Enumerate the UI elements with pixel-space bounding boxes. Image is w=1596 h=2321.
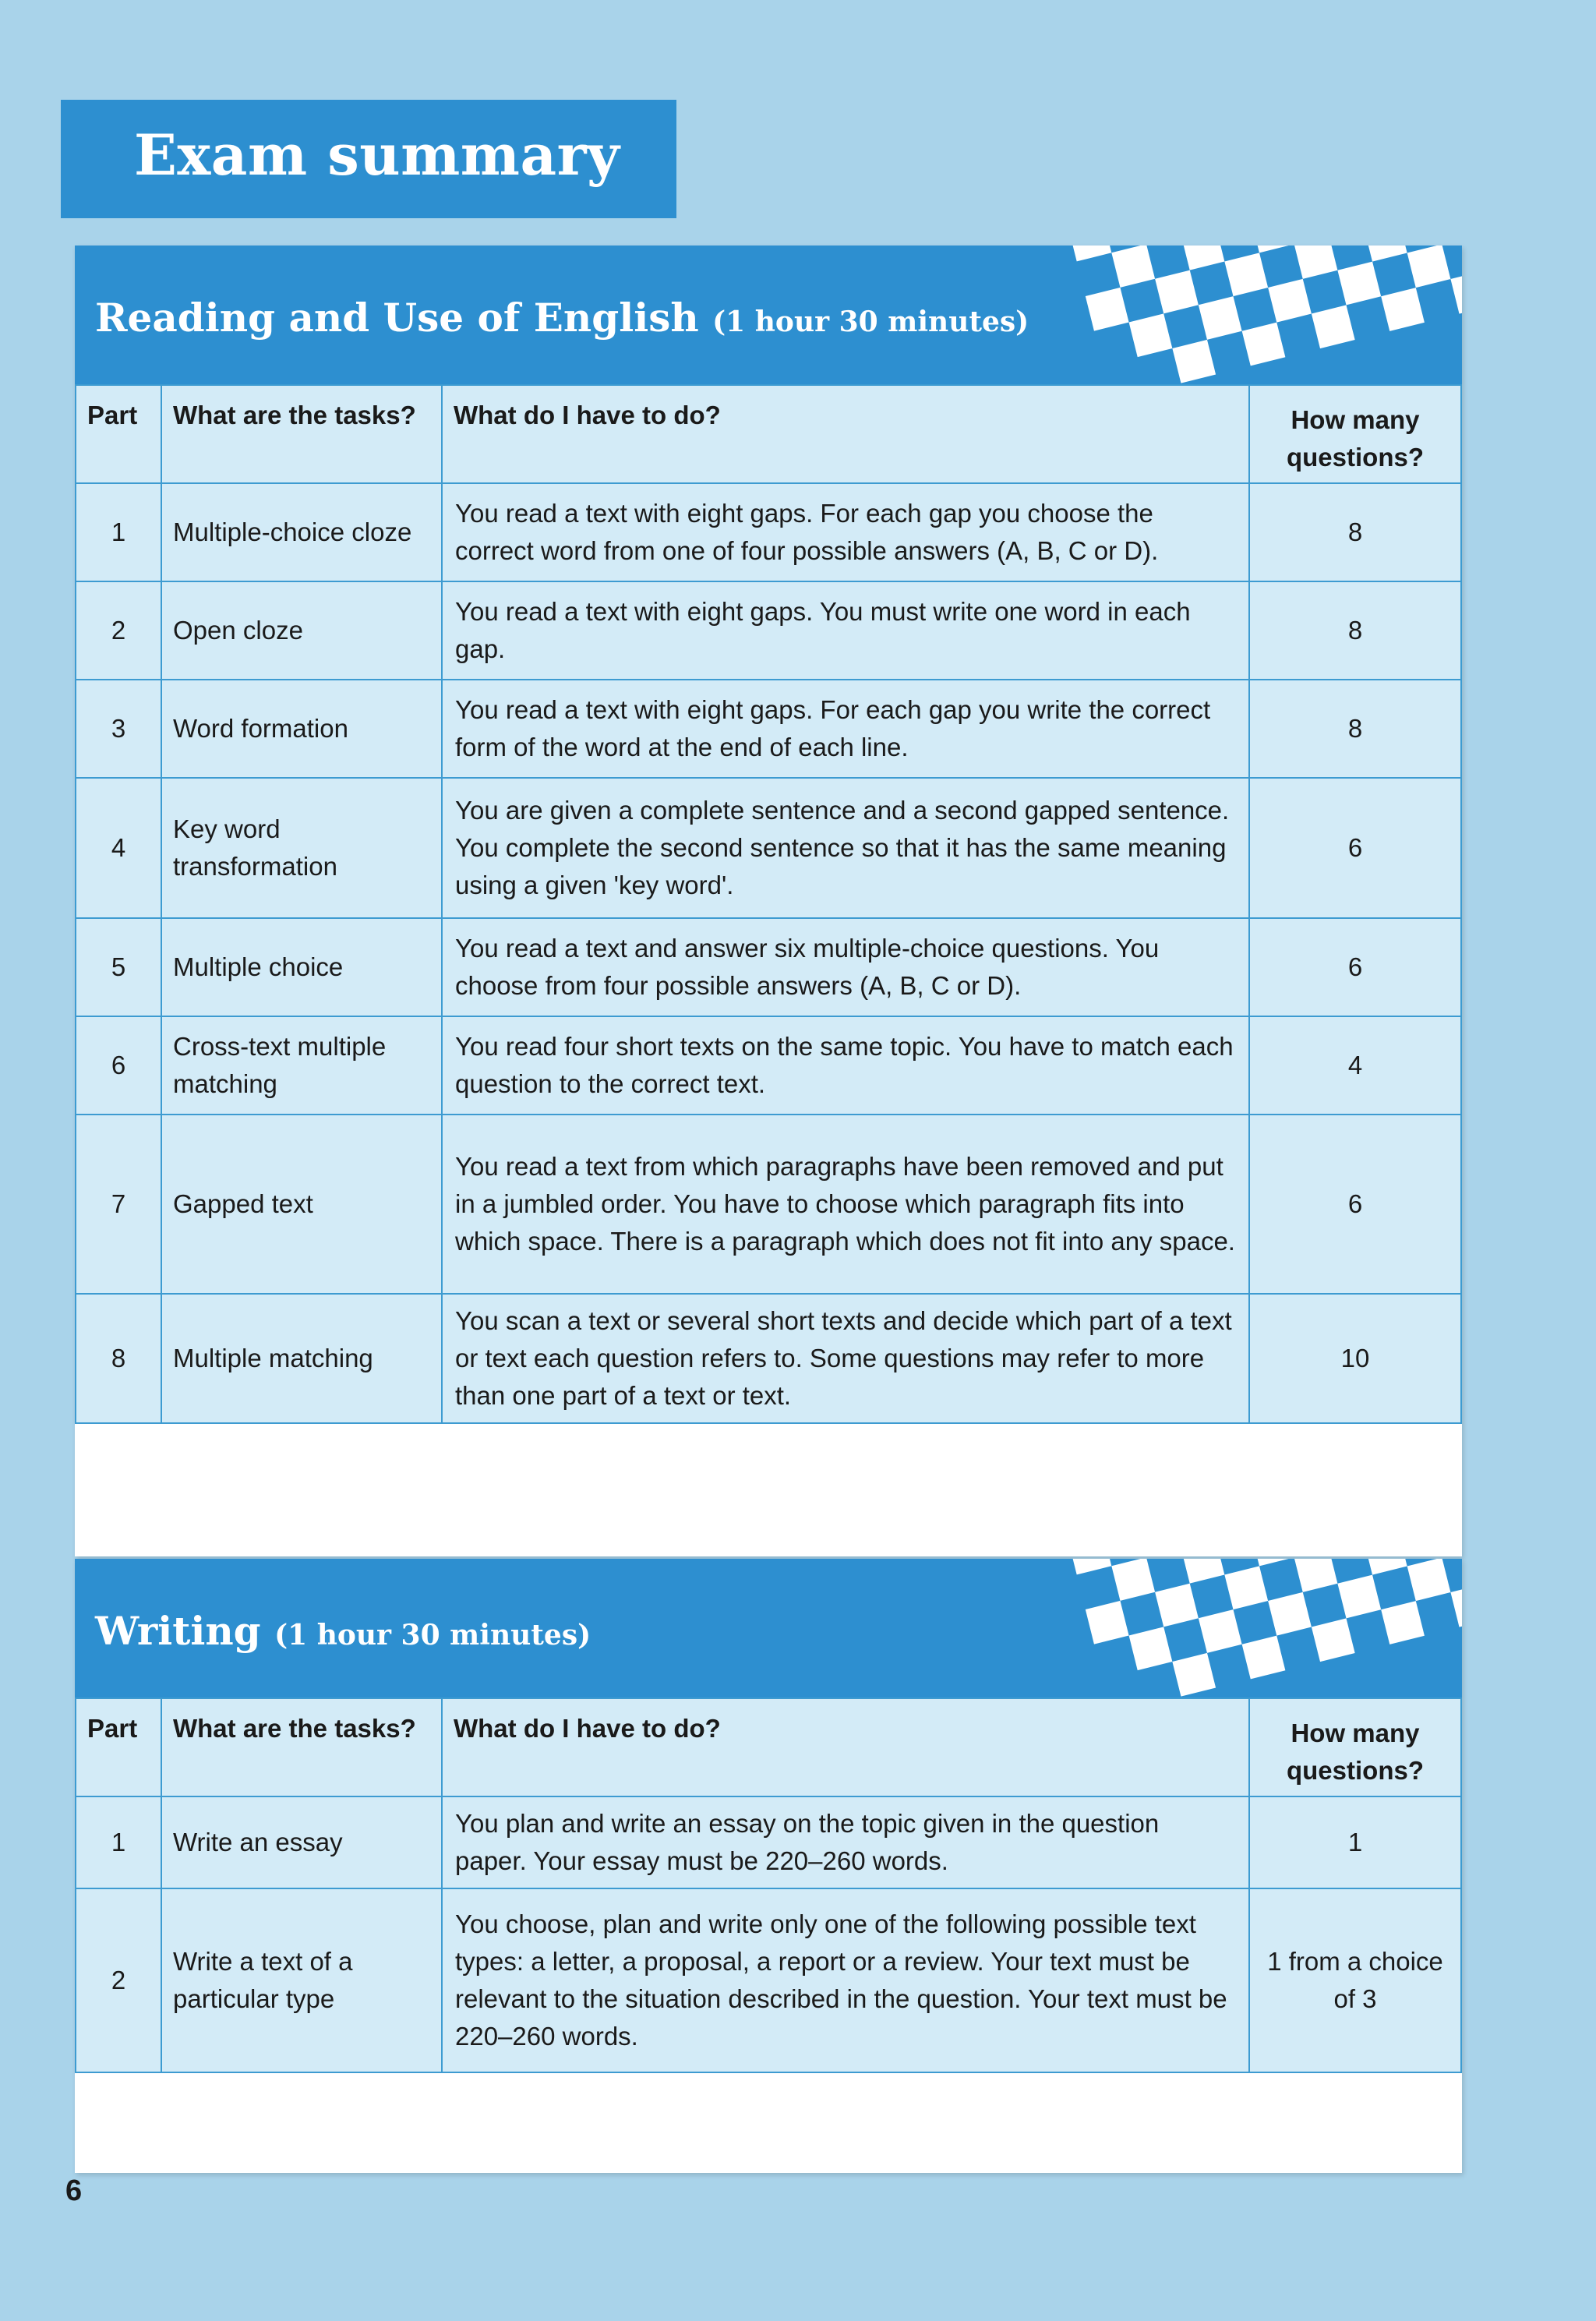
col-tasks: What are the tasks? (161, 385, 442, 483)
part-number: 7 (76, 1115, 161, 1294)
section-footer-space (75, 2073, 1462, 2173)
table-row (76, 1294, 1461, 1423)
col-todo: What do I have to do? (442, 385, 1249, 483)
question-count: 6 (1249, 778, 1461, 918)
writing-section (75, 1559, 1462, 2173)
task-name: Gapped text (161, 1115, 442, 1294)
part-number: 6 (76, 1016, 161, 1115)
reading-title-text: Reading and Use of English (95, 295, 699, 341)
task-name: Key word transformation (161, 778, 442, 918)
reading-header (75, 246, 1462, 384)
part-number: 2 (76, 1888, 161, 2072)
section-footer-space (75, 1424, 1462, 1556)
question-count: 4 (1249, 1016, 1461, 1115)
reading-section (75, 246, 1462, 1556)
task-name: Write a text of a particular type (161, 1888, 442, 2072)
col-todo: What do I have to do? (442, 1698, 1249, 1796)
part-number: 1 (76, 1796, 161, 1888)
table-row (76, 778, 1461, 918)
task-description: You read a text with eight gaps. For each gap you choose the correct word from one of four possible answers (A, B, C or D). (442, 483, 1249, 581)
table-row (76, 1016, 1461, 1115)
reading-table (75, 384, 1462, 1424)
writing-title-text: Writing (95, 1608, 261, 1654)
table-row (76, 680, 1461, 778)
task-description: You plan and write an essay on the topic given in the question paper. Your essay must be 220–260 words. (442, 1796, 1249, 1888)
question-count: 8 (1249, 483, 1461, 581)
part-number: 1 (76, 483, 161, 581)
table-row (76, 1115, 1461, 1294)
task-description: You read a text with eight gaps. For each gap you write the correct form of the word at the end of each line. (442, 680, 1249, 778)
task-description: You scan a text or several short texts and decide which part of a text or text each question refers to. Some questions may refer to more than one part of a text or text. (442, 1294, 1249, 1423)
col-questions: How many questions? (1249, 1698, 1461, 1796)
task-description: You choose, plan and write only one of the following possible text types: a letter, a proposal, a report or a review. Your text must be relevant to the situation described in the question. Your text must be 220–260 words. (442, 1888, 1249, 2072)
col-tasks: What are the tasks? (161, 1698, 442, 1796)
part-number: 2 (76, 581, 161, 680)
writing-title (95, 1608, 591, 1654)
table-row (76, 1888, 1461, 2072)
page-number: 6 (65, 2174, 83, 2207)
reading-duration: (1 hour 30 minutes) (712, 306, 1029, 338)
part-number: 3 (76, 680, 161, 778)
question-count: 6 (1249, 918, 1461, 1016)
part-number: 4 (76, 778, 161, 918)
question-count: 8 (1249, 680, 1461, 778)
col-questions: How many questions? (1249, 385, 1461, 483)
question-count: 10 (1249, 1294, 1461, 1423)
writing-duration: (1 hour 30 minutes) (274, 1619, 591, 1652)
part-number: 5 (76, 918, 161, 1016)
task-description: You read a text from which paragraphs have been removed and put in a jumbled order. You have to choose which paragraph fits into which space. There is a paragraph which does not fit into any space. (442, 1115, 1249, 1294)
task-name: Multiple-choice cloze (161, 483, 442, 581)
task-name: Write an essay (161, 1796, 442, 1888)
question-count: 8 (1249, 581, 1461, 680)
writing-header (75, 1559, 1462, 1697)
table-header-row (76, 385, 1461, 483)
task-name: Cross-text multiple matching (161, 1016, 442, 1115)
table-header-row (76, 1698, 1461, 1796)
question-count: 1 from a choice of 3 (1249, 1888, 1461, 2072)
task-name: Word formation (161, 680, 442, 778)
question-count: 6 (1249, 1115, 1461, 1294)
task-description: You read four short texts on the same topic. You have to match each question to the correct text. (442, 1016, 1249, 1115)
checker-pattern (1026, 1559, 1462, 1697)
table-row (76, 483, 1461, 581)
table-row (76, 581, 1461, 680)
task-description: You read a text and answer six multiple-choice questions. You choose from four possible answers (A, B, C or D). (442, 918, 1249, 1016)
col-part: Part (76, 385, 161, 483)
question-count: 1 (1249, 1796, 1461, 1888)
task-name: Multiple choice (161, 918, 442, 1016)
task-description: You read a text with eight gaps. You must write one word in each gap. (442, 581, 1249, 680)
table-row (76, 1796, 1461, 1888)
table-row (76, 918, 1461, 1016)
writing-table (75, 1697, 1462, 2073)
task-name: Multiple matching (161, 1294, 442, 1423)
checker-pattern (1026, 246, 1462, 384)
col-part: Part (76, 1698, 161, 1796)
task-name: Open cloze (161, 581, 442, 680)
reading-title (95, 295, 1029, 341)
task-description: You are given a complete sentence and a second gapped sentence. You complete the second sentence so that it has the same meaning using a given 'key word'. (442, 778, 1249, 918)
page-title: Exam summary (134, 122, 620, 188)
part-number: 8 (76, 1294, 161, 1423)
